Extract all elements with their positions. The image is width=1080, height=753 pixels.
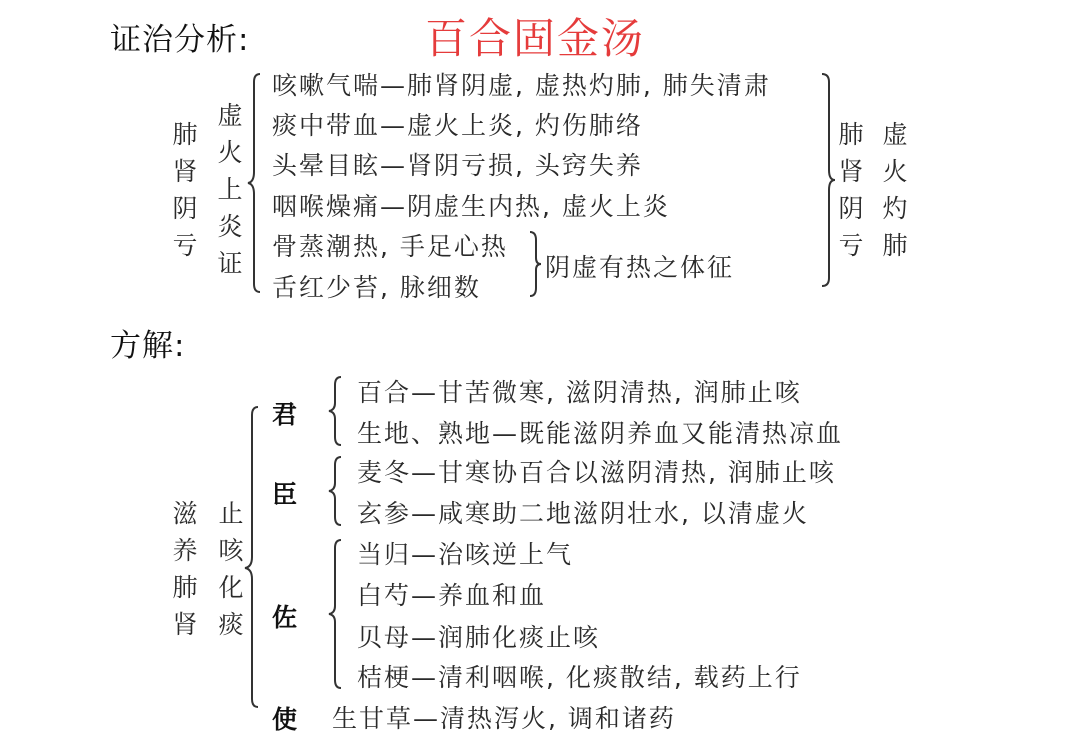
role-label-minister: 臣 [272,480,298,509]
syndrome-label-deficient-fire [215,97,245,282]
herb-line: 生地、熟地—既能滋阴养血又能清热凉血 [357,419,844,448]
symptom-line: 头晕目眩—肾阴亏损, 头窍失养 [272,151,643,180]
symptom-line: 舌红少苔, 脉细数 [272,273,481,302]
outer-label-lung-kidney-yin-deficiency [170,116,200,264]
char: 止 [218,499,244,528]
char: 虚 [882,120,908,149]
symptom-line: 咳嗽气喘—肺肾阴虚, 虚热灼肺, 肺失清肃 [272,71,771,100]
herb-line: 生甘草—清热泻火, 调和诸药 [332,704,676,733]
herb-line: 白芍—养血和血 [357,581,547,610]
herb-line: 当归—治咳逆上气 [357,540,574,569]
char: 灼 [882,194,908,223]
principle-label-nourish-lung-kidney [170,495,200,643]
char: 火 [217,138,243,167]
left-brace-icon [327,538,343,690]
right-label-deficient-fire-scorching-lung [880,116,910,264]
right-brace-icon [820,72,836,288]
herb-line: 桔梗—清利咽喉, 化痰散结, 载药上行 [357,663,802,692]
char: 养 [172,536,198,565]
char: 滋 [172,499,198,528]
char: 肾 [172,610,198,639]
role-label-envoy: 使 [272,705,298,734]
char: 亏 [172,231,198,260]
char: 肺 [172,573,198,602]
section-heading-formula-analysis: 方解: [110,328,186,364]
char: 化 [218,573,244,602]
herb-line: 玄参—咸寒助二地滋阴壮水, 以清虚火 [357,499,809,528]
sign-summary: 阴虚有热之体征 [545,253,735,282]
char: 火 [882,157,908,186]
left-brace-icon [244,405,260,709]
section-heading-analysis: 证治分析: [110,22,250,58]
char: 肺 [882,231,908,260]
herb-line: 麦冬—甘寒协百合以滋阴清热, 润肺止咳 [357,458,836,487]
char: 虚 [217,101,243,130]
role-label-monarch: 君 [272,400,298,429]
char: 痰 [218,610,244,639]
char: 阴 [838,194,864,223]
left-brace-icon [327,455,343,527]
char: 炎 [217,212,243,241]
symptom-line: 痰中带血—虚火上炎, 灼伤肺络 [272,111,643,140]
left-brace-icon [327,375,343,447]
role-label-assistant: 佐 [272,603,298,632]
char: 肺 [838,120,864,149]
char: 阴 [172,194,198,223]
right-label-lung-kidney-yin-deficiency [836,116,866,264]
right-brace-icon [528,230,542,298]
char: 肺 [172,120,198,149]
char: 咳 [218,536,244,565]
char: 上 [217,175,243,204]
left-brace-icon [246,72,262,294]
principle-label-stop-cough-resolve-phlegm [216,495,246,643]
char: 亏 [838,231,864,260]
herb-line: 贝母—润肺化痰止咳 [357,623,601,652]
herb-line: 百合—甘苦微寒, 滋阴清热, 润肺止咳 [357,378,802,407]
symptom-line: 咽喉燥痛—阴虚生内热, 虚火上炎 [272,192,670,221]
formula-title: 百合固金汤 [425,14,646,63]
symptom-line: 骨蒸潮热, 手足心热 [272,232,508,261]
char: 肾 [838,157,864,186]
char: 肾 [172,157,198,186]
char: 证 [217,249,243,278]
